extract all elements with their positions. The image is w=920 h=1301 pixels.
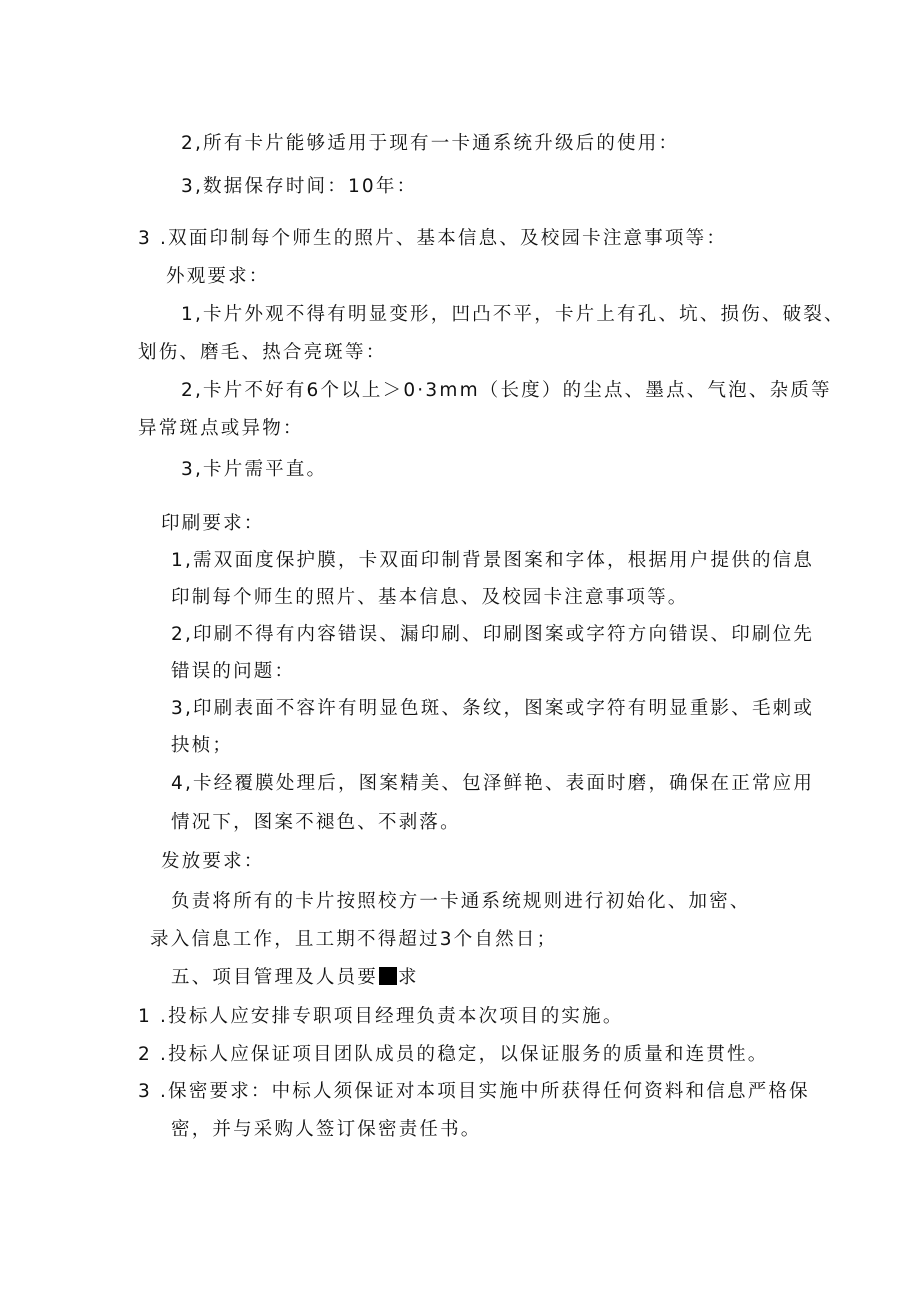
appearance-item-2-line-2: 异常斑点或异物：: [138, 418, 304, 439]
appearance-item-1-line-1: 1,卡片外观不得有明显变形，凹凸不平，卡片上有孔、坑、损伤、破裂、: [181, 304, 845, 325]
appearance-item-2-line-1: 2,卡片不好有6个以上＞0·3mm（长度）的尘点、墨点、气泡、杂质等: [181, 380, 832, 401]
issue-req-line-1: 负责将所有的卡片按照校方一卡通系统规则进行初始化、加密、: [171, 891, 751, 912]
print-req-item-4-line-1: 4,卡经覆膜处理后，图案精美、包泽鲜艳、表面时磨，确保在正常应用: [171, 773, 815, 794]
issue-req-line-2: 录入信息工作，且工期不得超过3个自然日；: [150, 929, 558, 950]
appearance-title: 外观要求：: [166, 266, 270, 287]
print-req-item-2-line-1: 2,印刷不得有内容错误、漏印刷、印刷图案或字符方向错误、印刷位先: [171, 624, 815, 645]
section-five-item-3-line-2: 密，并与采购人签订保密责任书。: [171, 1119, 482, 1140]
print-req-item-1-line-1: 1,需双面度保护膜，卡双面印制背景图案和字体，根据用户提供的信息: [171, 550, 815, 571]
appearance-item-3: 3,卡片需平直。: [181, 459, 328, 480]
section-five-heading-before: 五、项目管理及人员要: [171, 967, 379, 988]
storage-item-2: 2,所有卡片能够适用于现有一卡通系统升级后的使用：: [181, 133, 680, 154]
print-req-item-1-line-2: 印制每个师生的照片、基本信息、及校园卡注意事项等。: [171, 587, 689, 608]
print-req-item-4-line-2: 情况下，图案不褪色、不剥落。: [171, 812, 461, 833]
section-five-heading-after: 求: [398, 967, 419, 988]
section-five-heading: [171, 965, 419, 991]
print-req-item-3-line-1: 3,印刷表面不容许有明显色斑、条纹，图案或字符有明显重影、毛刺或: [171, 698, 815, 719]
print-req-title: 印刷要求：: [161, 513, 265, 534]
print-req-item-2-line-2: 错误的问题：: [171, 661, 296, 682]
appearance-item-1-line-2: 划伤、磨毛、热合亮斑等：: [138, 342, 387, 363]
printing-heading: 3 .双面印制每个师生的照片、基本信息、及校园卡注意事项等：: [138, 228, 728, 249]
section-five-item-1: 1 .投标人应安排专职项目经理负责本次项目的实施。: [138, 1006, 624, 1027]
section-five-item-3-line-1: 3 .保密要求：中标人须保证对本项目实施中所获得任何资料和信息严格保: [138, 1081, 810, 1102]
redaction-block: [379, 967, 397, 985]
print-req-item-3-line-2: 抉桢；: [171, 735, 234, 756]
section-five-item-2: 2 .投标人应保证项目团队成员的稳定，以保证服务的质量和连贯性。: [138, 1044, 769, 1065]
storage-item-3: 3,数据保存时间：10年：: [181, 176, 418, 197]
issue-req-title: 发放要求：: [161, 851, 265, 872]
